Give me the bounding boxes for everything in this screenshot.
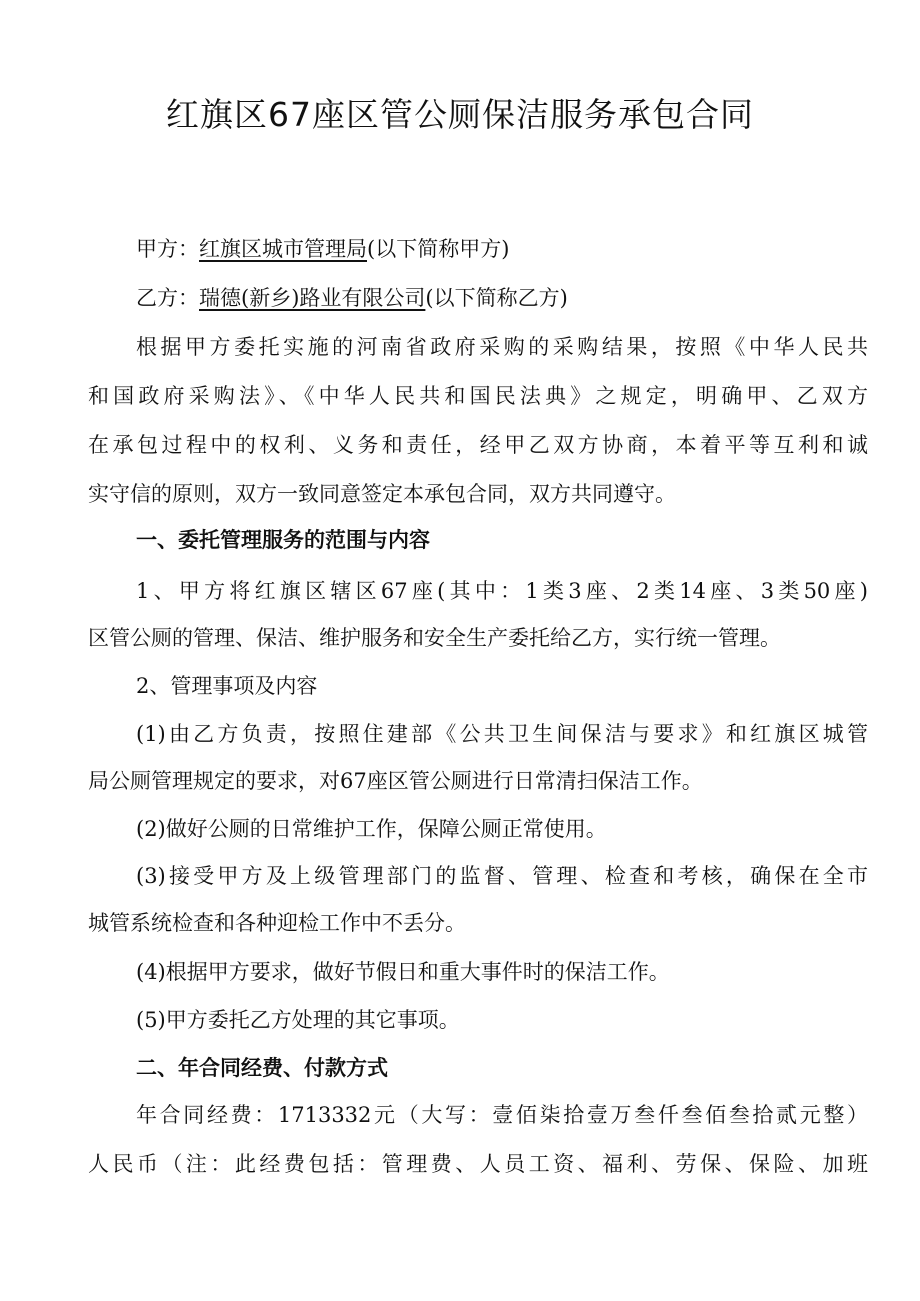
- sub-item-5: (5)甲方委托乙方处理的其它事项。: [136, 1008, 460, 1032]
- preamble-line-4: 实守信的原则，双方一致同意签定本承包合同，双方共同遵守。: [88, 482, 676, 506]
- preamble-line-3: 在承包过程中的权利、义务和责任，经甲乙双方协商，本着平等互利和诚: [88, 433, 868, 457]
- sub-item-2: (2)做好公厕的日常维护工作，保障公厕正常使用。: [136, 817, 607, 841]
- party-b-label: 乙方：: [136, 286, 199, 310]
- document-title: 红旗区67座区管公厕保洁服务承包合同: [166, 95, 754, 134]
- party-a-label: 甲方：: [136, 237, 199, 261]
- party-b-line: [136, 283, 868, 313]
- sub-item-3-line-2: 城管系统检查和各种迎检工作中不丢分。: [88, 911, 466, 935]
- sub-item-1-line-2: 局公厕管理规定的要求，对67座区管公厕进行日常清扫保洁工作。: [88, 769, 703, 793]
- fee-line-1: 年合同经费：1713332元（大写：壹佰柒拾壹万叁仟叁佰叁拾贰元整）: [136, 1103, 868, 1127]
- sub-item-3-line-1: (3)接受甲方及上级管理部门的监督、管理、检查和考核，确保在全市: [136, 864, 868, 888]
- party-b-suffix: (以下简称乙方): [425, 286, 568, 310]
- section-1-item-1-line-1: 1、甲方将红旗区辖区67座(其中：1类3座、2类14座、3类50座): [136, 579, 868, 603]
- party-b-name: 瑞德(新乡)路业有限公司: [199, 286, 426, 310]
- preamble-line-1: 根据甲方委托实施的河南省政府采购的采购结果，按照《中华人民共: [136, 335, 868, 359]
- party-a-suffix: (以下简称甲方): [367, 237, 510, 261]
- sub-item-4: (4)根据甲方要求，做好节假日和重大事件时的保洁工作。: [136, 960, 670, 984]
- section-1-item-2-title: 2、管理事项及内容: [136, 674, 318, 698]
- fee-line-2: 人民币（注：此经费包括：管理费、人员工资、福利、劳保、保险、加班: [88, 1152, 868, 1176]
- section-2-heading: 二、年合同经费、付款方式: [136, 1056, 388, 1080]
- preamble-line-2: 和国政府采购法》、《中华人民共和国民法典》之规定，明确甲、乙双方: [88, 384, 868, 408]
- party-a-line: [136, 234, 868, 264]
- section-1-heading: 一、委托管理服务的范围与内容: [136, 528, 430, 552]
- party-a-name: 红旗区城市管理局: [199, 237, 367, 261]
- sub-item-1-line-1: (1)由乙方负责，按照住建部《公共卫生间保洁与要求》和红旗区城管: [136, 722, 868, 746]
- section-1-item-1-line-2: 区管公厕的管理、保洁、维护服务和安全生产委托给乙方，实行统一管理。: [88, 626, 781, 650]
